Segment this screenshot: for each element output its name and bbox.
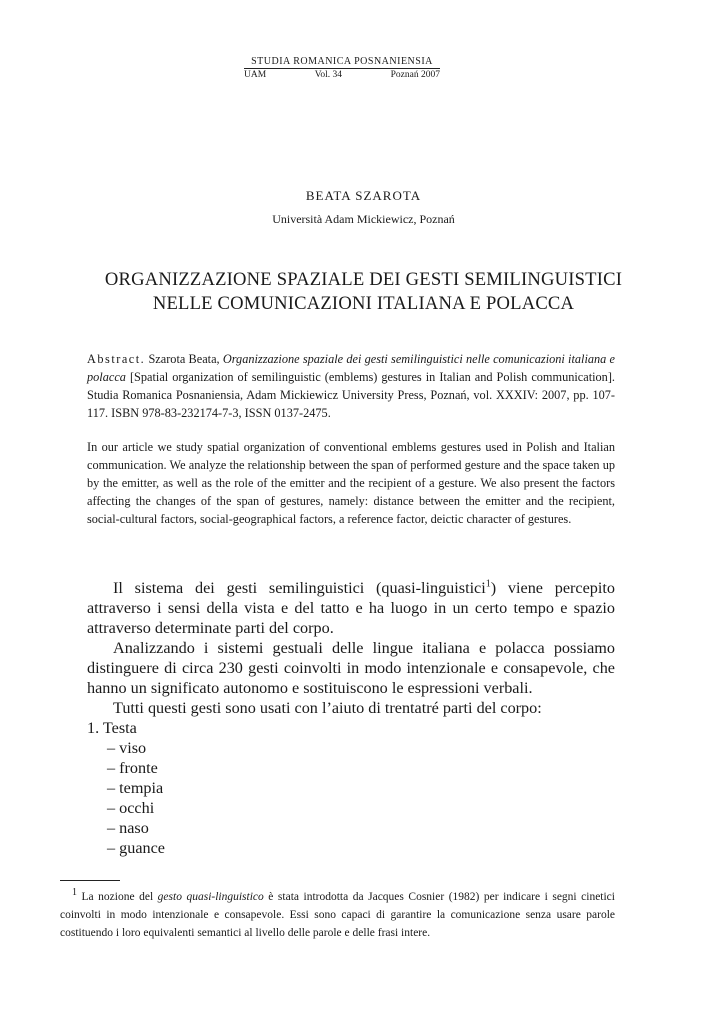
title-line-2: NELLE COMUNICAZIONI ITALIANA E POLACCA — [152, 293, 575, 314]
list-item: – occhi — [107, 799, 155, 817]
list-heading: 1. Testa — [87, 719, 137, 737]
body-parts-list — [87, 738, 615, 858]
author-name: BEATA SZAROTA — [305, 188, 422, 203]
footnote-term: gesto quasi-linguistico — [157, 891, 264, 903]
place-year: Poznań 2007 — [390, 70, 440, 80]
footnote — [60, 888, 615, 942]
paragraph-2: Analizzando i sistemi gestuali delle lingue italiana e polacca possiamo distinguere di circa 230 gesti coinvolti in modo intenzionale e consapevole, che hanno un significato autonomo e sostituiscono le espressioni verbali. — [87, 639, 615, 697]
journal-header — [244, 56, 440, 80]
list-item: – naso — [107, 819, 149, 837]
paragraph-1 — [87, 578, 615, 638]
body-text — [87, 578, 615, 858]
abstract-citation: [Spatial organization of semilinguistic (emblems) gestures in Italian and Polish communication]. Studia Romanica Posnaniensia, Adam Mickiewicz University Press, Poznań, vol. XXXIV: 2007, pp. 107-117. ISBN 978-83-232174-7-3, ISSN 0137-2475. — [87, 370, 615, 420]
publisher: UAM — [244, 70, 267, 80]
paragraph-1-text-cont: ) viene percepito attraverso i sensi della vista e del tatto e ha luogo in un certo tempo e spazio attraverso determinate parti del corpo. — [87, 579, 615, 637]
footnote-number: 1 — [72, 887, 77, 899]
list-item: – viso — [107, 739, 147, 757]
footnote-ref: 1 — [485, 578, 491, 590]
paragraph-1-text: Il sistema dei gesti semilinguistici (quasi-linguistici — [113, 579, 486, 597]
footnote-text-cont: è stata introdotta da Jacques Cosnier (1982) per indicare i segni cinetici coinvolti in modo intenzionale e consapevole. Essi sono capaci di garantire la comunicazione senza usare parole costituendo i loro equivalenti semantici al livello delle parole e delle frasi intere. — [60, 891, 615, 939]
abstract-label: Abstract. — [87, 352, 146, 366]
english-summary: In our article we study spatial organization of conventional emblems gestures used in Polish and Italian communication. We analyze the relationship between the span of performed gesture and the space taken up by the emitter, as well as the role of the emitter and the recipient of a gesture. We also present the factors affecting the changes of the span of gestures, namely: distance between the emitter and the recipient, social-cultural factors, social-geographical factors, a reference factor, deictic character of gestures. — [87, 440, 615, 526]
list-item: – guance — [107, 839, 165, 857]
journal-title: STUDIA ROMANICA POSNANIENSIA — [251, 56, 433, 67]
abstract — [87, 350, 615, 422]
volume: Vol. 34 — [314, 70, 343, 80]
author-affiliation: Università Adam Mickiewicz, Poznań — [272, 212, 455, 226]
title-line-1: ORGANIZZAZIONE SPAZIALE DEI GESTI SEMILINGUISTICI — [104, 269, 623, 290]
footnote-text: La nozione del — [77, 891, 158, 903]
abstract-title: Organizzazione spaziale dei gesti semilinguistici nelle comunicazioni italiana e polacca — [87, 352, 615, 384]
journal-meta — [244, 70, 440, 80]
paper-title — [60, 268, 667, 316]
abstract-authors: Szarota Beata, — [145, 352, 223, 366]
list-item: – fronte — [107, 759, 158, 777]
header-rule — [244, 68, 440, 69]
list-item: – tempia — [107, 779, 164, 797]
paragraph-3: Tutti questi gesti sono usati con l’aiuto di trentatré parti del corpo: — [113, 699, 542, 717]
footnote-rule — [60, 880, 120, 881]
